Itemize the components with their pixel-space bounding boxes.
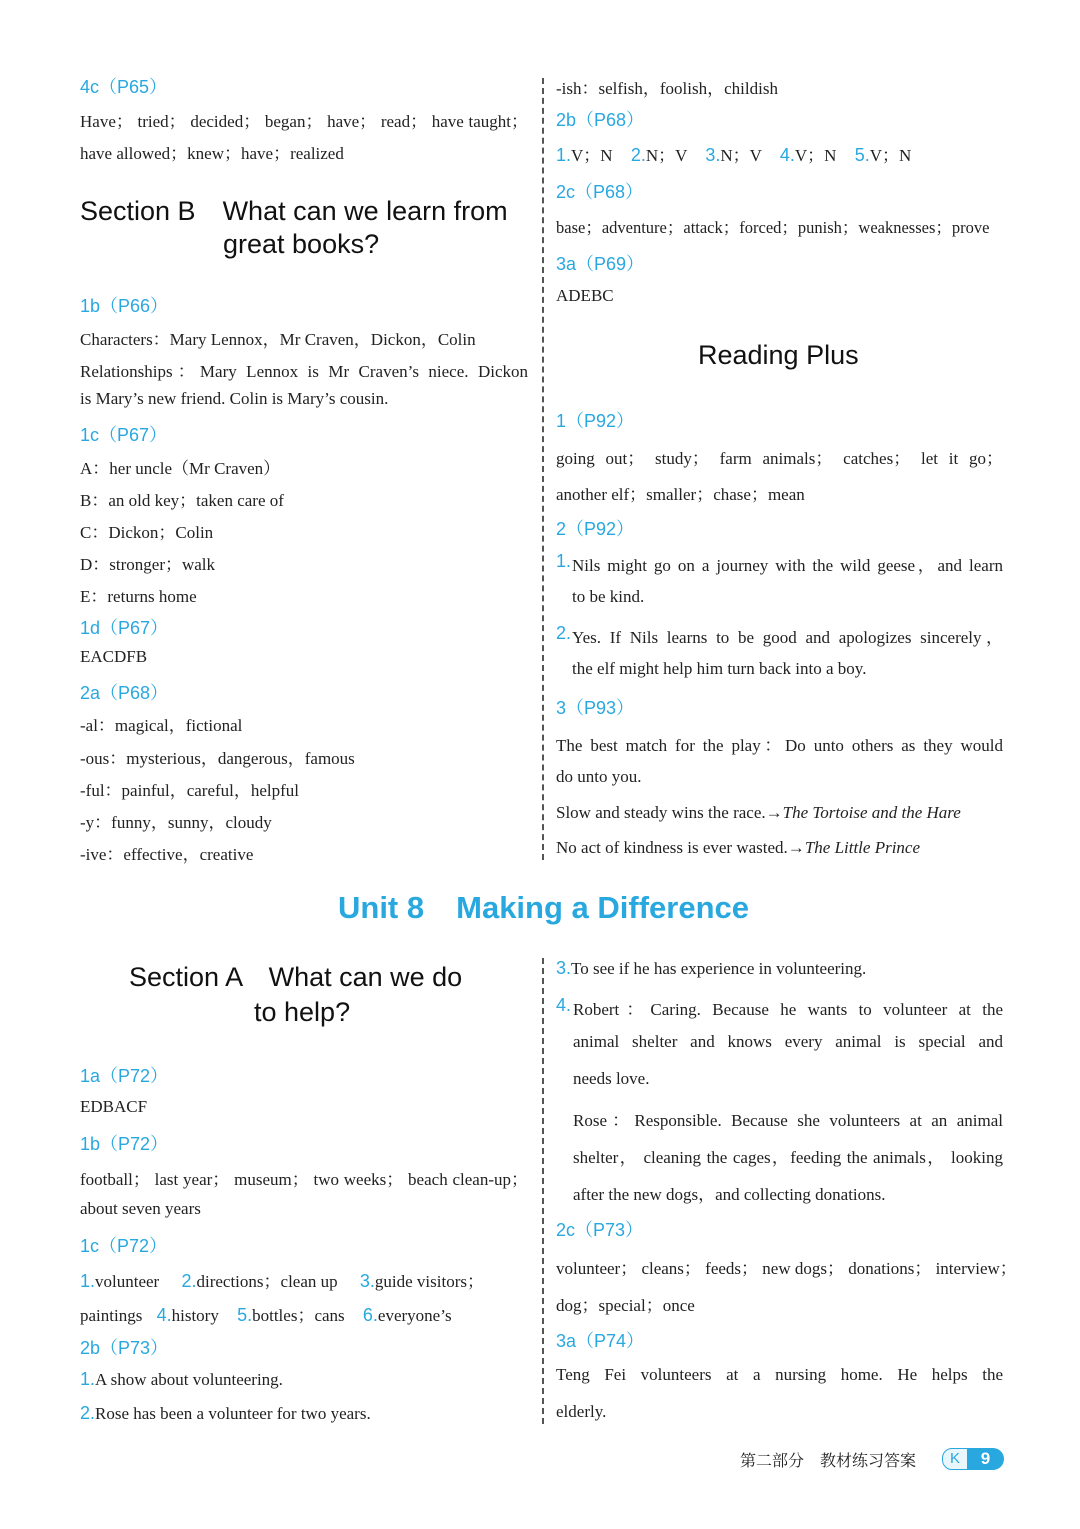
unit-name: Making a Difference <box>456 890 749 925</box>
text-1c-a: A：her uncle（Mr Craven） <box>80 459 281 478</box>
text-r1-line1: going out； study； farm animals； catches； let it go； <box>556 449 1003 468</box>
text-2b-p73-3: 3.To see if he has experience in volunteering. <box>556 958 867 978</box>
label-2a-p68: 2a（P68） <box>80 683 169 703</box>
label-r1-p92: 1（P92） <box>556 411 635 431</box>
column-divider-top <box>542 78 544 860</box>
label-1c-p72: 1c（P72） <box>80 1236 168 1256</box>
page-number-badge <box>942 1448 1004 1470</box>
text-2a-ous: -ous：mysterious，dangerous，famous <box>80 749 355 768</box>
answer-2b-5: 5.V；N <box>854 145 912 165</box>
heading-section-b-line2: great books? <box>223 229 380 259</box>
text-r3-line4: No act of kindness is ever wasted.→The Little Prince <box>556 838 921 857</box>
text-r2-2-line2: the elf might help him turn back into a boy. <box>572 659 867 678</box>
text-2b-p73-4-line6: after the new dogs，and collecting donations. <box>573 1185 886 1204</box>
label-4c: 4c（P65） <box>80 77 168 97</box>
label-1c-p67: 1c（P67） <box>80 425 168 445</box>
text-1c-e: E：returns home <box>80 587 197 606</box>
column-divider-bottom <box>542 958 544 1424</box>
text-2a-ful: -ful：painful，careful，helpful <box>80 781 300 800</box>
text-r3-line3: Slow and steady wins the race.→The Tortoise and the Hare <box>556 803 961 822</box>
text-2a-ish: -ish：selfish，foolish，childish <box>556 79 778 98</box>
label-2c-p68: 2c（P68） <box>556 182 644 202</box>
label-r2-p92: 2（P92） <box>556 519 635 539</box>
unit-title <box>0 890 1080 926</box>
text-1c-p72-line1: 1.volunteer 2.directions；clean up 3.guide visitors； <box>80 1271 484 1291</box>
text-1b-p72-line2: about seven years <box>80 1199 201 1218</box>
text-2a-y: -y：funny，sunny，cloudy <box>80 813 272 832</box>
text-1d-answer: EACDFB <box>80 647 148 666</box>
answer-2b-3: 3.N；V <box>705 145 762 165</box>
text-r2-1-line2: to be kind. <box>572 587 645 606</box>
text-r3-line1: The best match for the play：Do unto others as they would <box>556 736 1003 755</box>
footer-part-label: 第二部分 教材练习答案 <box>740 1451 917 1470</box>
label-1d-p67: 1d（P67） <box>80 618 169 638</box>
text-2b-answers <box>556 141 911 166</box>
text-1c-d: D：stronger；walk <box>80 555 216 574</box>
text-1a-answer: EDBACF <box>80 1097 148 1116</box>
text-2a-ive: -ive：effective，creative <box>80 845 254 864</box>
label-r3-p93: 3（P93） <box>556 698 635 718</box>
page-number: 9 <box>967 1448 1004 1470</box>
text-4c-line2: have allowed；knew；have；realized <box>80 144 344 163</box>
label-1b-p66: 1b（P66） <box>80 296 169 316</box>
text-2a-al: -al：magical，fictional <box>80 716 243 735</box>
text-2b-p73-4-line4: Rose：Responsible. Because she volunteers at an animal <box>573 1111 1003 1130</box>
label-3a-p74: 3a（P74） <box>556 1331 645 1351</box>
answer-2b-1: 1.V；N <box>556 145 613 165</box>
text-2b-p73-4-line5: shelter， cleaning the cages，feeding the animals， looking <box>573 1148 1003 1167</box>
heading-section-b-line1: Section B What can we learn from <box>80 196 508 226</box>
text-1b-line1: Characters：Mary Lennox，Mr Craven，Dickon，Colin <box>80 330 476 349</box>
text-r1-line2: another elf；smaller；chase；mean <box>556 485 805 504</box>
answer-2b-2: 2.N；V <box>630 145 688 165</box>
text-r3-line2: do unto you. <box>556 767 642 786</box>
heading-reading-plus: Reading Plus <box>698 340 859 370</box>
num-r2-item2: 2. <box>556 623 572 643</box>
text-2b-p73-2: 2.Rose has been a volunteer for two years. <box>80 1403 371 1423</box>
label-1a-p72: 1a（P72） <box>80 1066 169 1086</box>
text-3a-p74-line1: Teng Fei volunteers at a nursing home. He helps the <box>556 1365 1003 1384</box>
text-4c-line1: Have； tried； decided； began； have； read； have taught； <box>80 112 528 131</box>
text-3a-p74-line2: elderly. <box>556 1402 607 1421</box>
text-1c-p72-line2: paintings 4.history 5.bottles；cans 6.everyone’s <box>80 1305 452 1325</box>
text-1b-p72-line1: football； last year； museum； two weeks； beach clean-up； <box>80 1170 528 1189</box>
text-1c-c: C：Dickon；Colin <box>80 523 214 542</box>
label-2c-p73: 2c（P73） <box>556 1220 644 1240</box>
text-2b-p73-4-line2: animal shelter and knows every animal is special and <box>573 1032 1003 1051</box>
unit-label: Unit 8 <box>338 890 425 925</box>
label-2b-p68: 2b（P68） <box>556 110 645 130</box>
label-1b-p72: 1b（P72） <box>80 1134 169 1154</box>
text-2c-p73-line1: volunteer； cleans； feeds； new dogs； donations； interview； <box>556 1259 1017 1278</box>
text-3a-answer: ADEBC <box>556 286 614 305</box>
num-r2-item1: 1. <box>556 551 572 571</box>
text-2b-p73-1: 1.A show about volunteering. <box>80 1369 283 1389</box>
label-3a-p69: 3a（P69） <box>556 254 645 274</box>
heading-section-a-line1: Section A What can we do <box>129 962 463 992</box>
text-2b-p73-4-line3: needs love. <box>573 1069 650 1088</box>
badge-letter: K <box>942 1448 968 1470</box>
heading-section-a-line2: to help? <box>254 997 351 1027</box>
answer-2b-4: 4.V；N <box>779 145 837 165</box>
text-2c-answer: base；adventure；attack；forced；punish；weaknesses；prove <box>556 218 990 237</box>
label-2b-p73: 2b（P73） <box>80 1338 169 1358</box>
text-1c-b: B：an old key；taken care of <box>80 491 284 510</box>
text-1b-line2: Relationships：Mary Lennox is Mr Craven’s niece. Dickon <box>80 362 528 381</box>
text-1b-line3: is Mary’s new friend. Colin is Mary’s cousin. <box>80 389 389 408</box>
text-2c-p73-line2: dog；special；once <box>556 1296 695 1315</box>
